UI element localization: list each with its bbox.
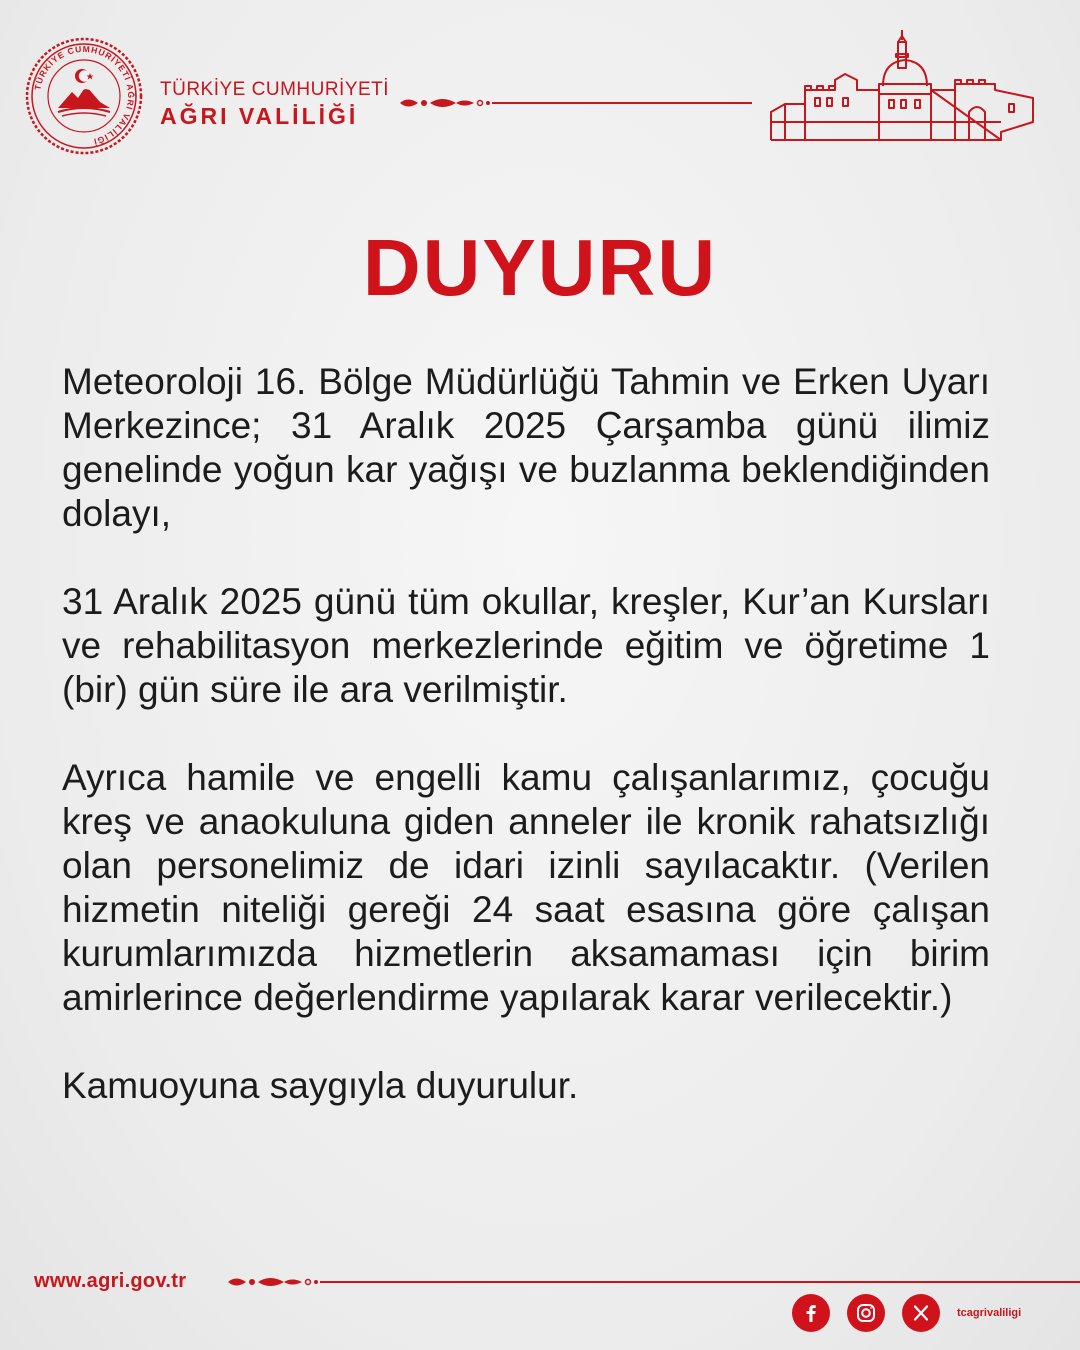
- announcement-body: [62, 360, 990, 1108]
- org-country-label: TÜRKİYE CUMHURİYETİ: [160, 79, 390, 100]
- social-handle[interactable]: tcagrivaliligi: [957, 1307, 1022, 1319]
- paragraph-school-closure: 31 Aralık 2025 günü tüm okullar, kreşler, Kur’an Kursları ve rehabilitasyon merkezlerinde eğitim ve öğretime 1 (bir) gün süre ile ara verilmiştir.: [62, 581, 990, 710]
- svg-text:TÜRKİYE CUMHURİYETİ AĞRI VALİL: TÜRKİYE CUMHURİYETİ AĞRI VALİLİĞİ: [32, 43, 137, 147]
- website-link[interactable]: www.agri.gov.tr: [34, 1270, 187, 1292]
- facebook-icon[interactable]: [792, 1294, 830, 1332]
- palace-illustration: [765, 28, 1040, 148]
- social-media-links: [792, 1293, 1021, 1333]
- instagram-icon[interactable]: [847, 1294, 885, 1332]
- decorative-ornament-line: [398, 92, 758, 114]
- paragraph-closing: Kamuoyuna saygıyla duyurulur.: [62, 1065, 579, 1106]
- paragraph-administrative-leave: Ayrıca hamile ve engelli kamu çalışanlarımız, çocuğu kreş ve anaokuluna giden anneler ile kronik rahatsızlığı olan personelimiz de idari izinli sayılacaktır. (Verilen hizmetin niteliği gereği 24 saat esasına göre çalışan kurumlarımızda hizmetlerin aksamaması için birim amirlerince değerlendirme yapılarak karar verilecektir.): [62, 757, 990, 1018]
- org-governorship-label: AĞRI VALİLİĞİ: [160, 103, 359, 129]
- announcement-title: DUYURU: [362, 223, 718, 312]
- governorship-seal-logo: [24, 36, 144, 156]
- footer-ornament-line: [226, 1271, 1080, 1293]
- organization-name: [160, 79, 389, 130]
- x-icon[interactable]: [902, 1294, 940, 1332]
- paragraph-weather-warning: Meteoroloji 16. Bölge Müdürlüğü Tahmin ve Erken Uyarı Merkezince; 31 Aralık 2025 Çarşamba günü ilimiz genelinde yoğun kar yağışı ve buzlanma beklendiğinden dolayı,: [62, 361, 990, 534]
